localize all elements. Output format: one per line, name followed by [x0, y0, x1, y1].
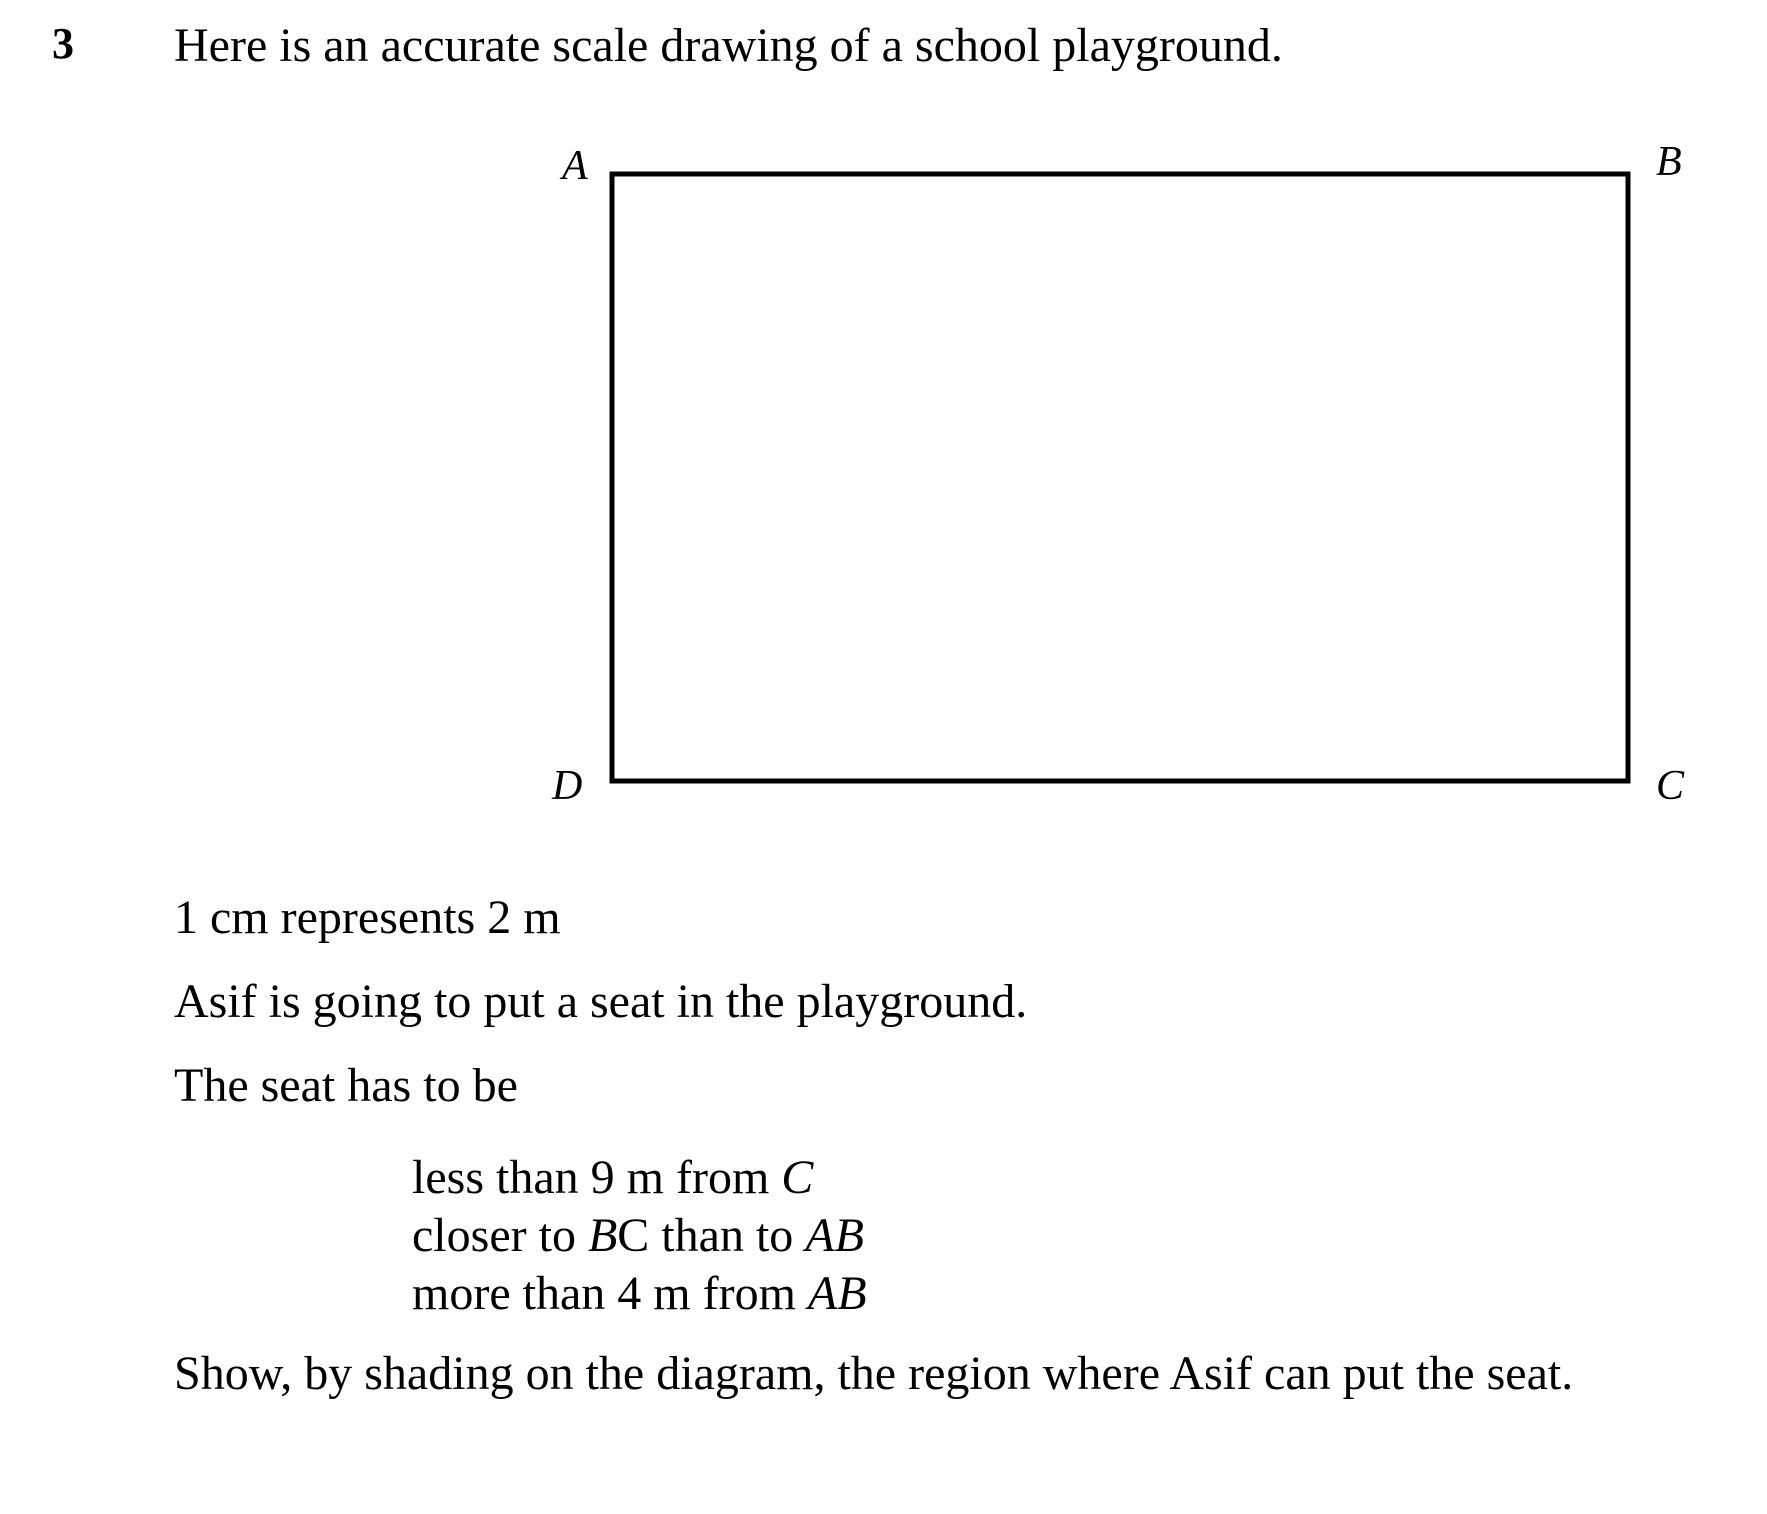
condition-text: closer to [412, 1209, 588, 1262]
vertex-label-d: D [552, 763, 583, 809]
vertex-label-b: B [1656, 139, 1682, 185]
condition-text: less than 9 m from [412, 1151, 782, 1204]
condition-distance-from-ab [412, 1266, 867, 1321]
side-ref-b: B [587, 1209, 618, 1262]
condition-text: than to [649, 1209, 806, 1262]
question-intro: Here is an accurate scale drawing of a school playground. [174, 19, 1283, 72]
vertex-label-a: A [562, 143, 588, 189]
side-ref-c: C [617, 1209, 650, 1262]
instruction-text: Show, by shading on the diagram, the region where Asif can put the seat. [174, 1347, 1574, 1400]
vertex-ref: C [781, 1151, 814, 1204]
question-number: 3 [52, 19, 74, 68]
condition-distance-from-c [412, 1150, 813, 1205]
vertex-label-c: C [1656, 763, 1685, 809]
context-text: Asif is going to put a seat in the playground. [174, 975, 1028, 1028]
side-ref: AB [807, 1267, 867, 1320]
scale-text: 1 cm represents 2 m [174, 891, 561, 944]
condition-closer-to-bc [412, 1208, 864, 1263]
side-ref: AB [805, 1209, 864, 1262]
condition-text: more than 4 m from [412, 1267, 808, 1320]
playground-rectangle[interactable] [612, 174, 1628, 781]
condition-intro: The seat has to be [174, 1059, 518, 1112]
